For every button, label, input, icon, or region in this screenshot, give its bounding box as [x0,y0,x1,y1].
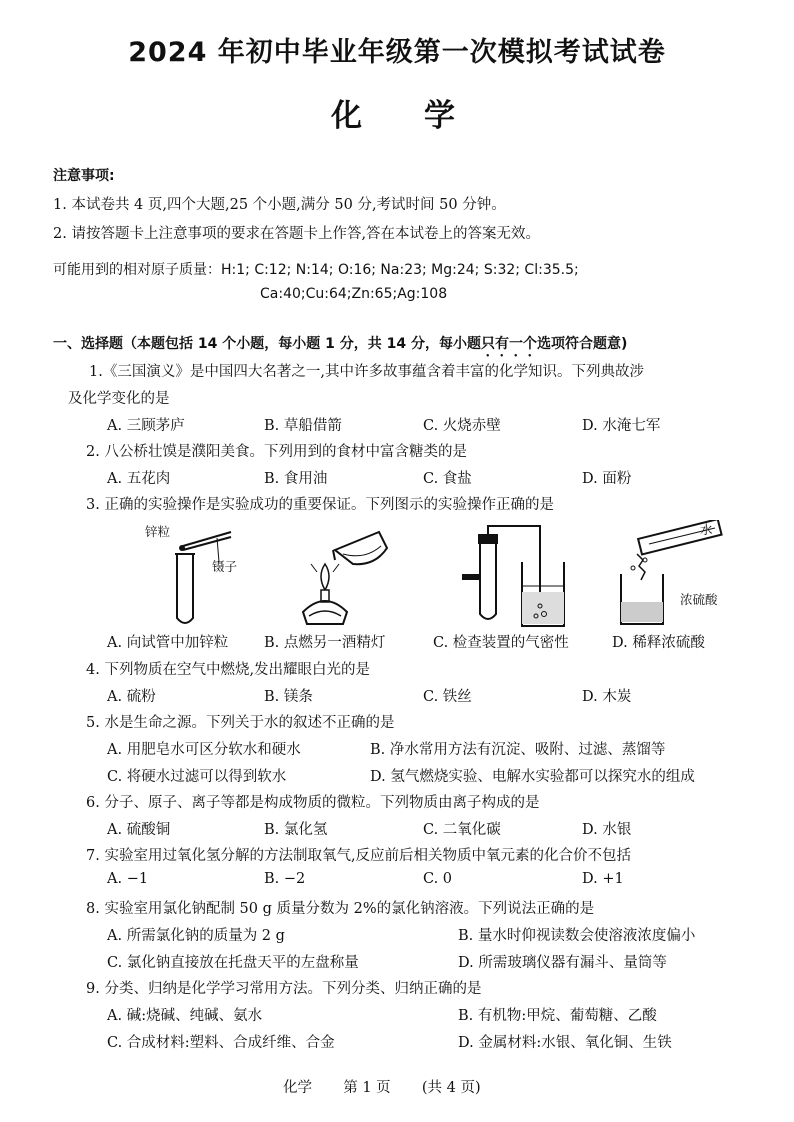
label-water: 水 [700,522,713,537]
option-b: B. 氯化氢 [264,822,328,838]
subject-title: 化学 [331,98,517,134]
option-d: D. 所需玻璃仪器有漏斗、量筒等 [458,955,667,971]
option-a: A. 五花肉 [107,471,171,487]
option-d: D. 木炭 [582,689,632,705]
footer [283,1076,481,1097]
option-a: A. −1 [107,871,149,887]
label-sulfuric-acid: 浓硫酸 [680,592,718,607]
emphasis-text: 只有一个 [480,336,537,352]
option-b: B. 量水时仰视读数会使溶液浓度偏小 [458,928,696,944]
note-item: 1. 本试卷共 4 页,四个大题,25 个小题,满分 50 分,考试时间 50 分钟。 [53,197,506,213]
question-stem: 7. 实验室用过氧化氢分解的方法制取氧气,反应前后相关物质中氧元素的化合价不包括 [86,848,632,864]
atomic-mass-line: Ca:40;Cu:64;Zn:65;Ag:108 [260,286,448,302]
question-stem: 3. 正确的实验操作是实验成功的重要保证。下列图示的实验操作正确的是 [86,497,554,513]
option-d: D. 水银 [582,822,632,838]
note-item: 2. 请按答题卡上注意事项的要求在答题卡上作答,答在本试卷上的答案无效。 [53,226,541,242]
option-d: D. 稀释浓硫酸 [612,635,705,651]
label-tweezers: 镊子 [212,559,238,574]
option-d: D. 氢气燃烧实验、电解水实验都可以探究水的组成 [370,769,695,785]
question-stem: 及化学变化的是 [68,391,170,407]
atomic-mass-line: 可能用到的相对原子质量：H:1; C:12; N:14; O:16; Na:23; Mg:24; S:32; Cl:35.5; [53,262,579,278]
section-heading: 一、选择题（本题包括 14 个小题，每小题 1 分，共 14 分，每小题只有一个选项符合题意) [53,336,628,352]
figure-c-gas-tightness [460,522,580,632]
option-a: A. 三顾茅庐 [107,418,185,434]
option-c: C. 铁丝 [423,689,472,705]
notes-heading: 注意事项: [53,168,115,184]
option-b: B. 草船借箭 [264,418,342,434]
question-stem: 6. 分子、原子、离子等都是构成物质的微粒。下列物质由离子构成的是 [86,795,540,811]
question-stem: 8. 实验室用氯化钠配制 50 g 质量分数为 2%的氯化钠溶液。下列说法正确的是 [86,901,595,917]
option-a: A. 所需氯化钠的质量为 2 g [107,928,285,944]
option-b: B. 镁条 [264,689,313,705]
footer-page: 第 1 页 [343,1080,391,1096]
option-c: C. 将硬水过滤可以得到软水 [107,769,287,785]
option-a: A. 碱:烧碱、纯碱、氨水 [107,1008,263,1024]
footer-total: (共 4 页) [421,1080,481,1096]
option-c: C. 氯化钠直接放在托盘天平的左盘称量 [107,955,359,971]
question-stem: 4. 下列物质在空气中燃烧,发出耀眼白光的是 [86,662,371,678]
option-c: C. 食盐 [423,471,472,487]
option-a: A. 用肥皂水可区分软水和硬水 [107,742,301,758]
question-stem: 1.《三国演义》是中国四大名著之一,其中许多故事蕴含着丰富的化学知识。下列典故涉 [89,364,644,380]
option-d: D. 面粉 [582,471,632,487]
option-c: C. 火烧赤壁 [423,418,501,434]
figure-b-alcohol-lamp [295,520,395,630]
option-b: B. 点燃另一酒精灯 [264,635,386,651]
option-b: B. −2 [264,871,306,887]
option-b: B. 有机物:甲烷、葡萄糖、乙酸 [458,1008,657,1024]
option-b: B. 净水常用方法有沉淀、吸附、过滤、蒸馏等 [370,742,666,758]
option-c: C. 检查装置的气密性 [433,635,569,651]
option-a: A. 硫酸铜 [107,822,171,838]
footer-subject: 化学 [283,1080,312,1096]
question-stem: 5. 水是生命之源。下列关于水的叙述不正确的是 [86,715,395,731]
label-zinc: 锌粒 [145,524,171,539]
option-c: C. 0 [423,871,453,887]
option-d: D. 水淹七军 [582,418,661,434]
option-d: D. 金属材料:水银、氧化铜、生铁 [458,1035,672,1051]
question-stem: 2. 八公桥壮馍是濮阳美食。下列用到的食材中富含糖类的是 [86,444,467,460]
option-a: A. 硫粉 [107,689,156,705]
option-d: D. +1 [582,871,624,887]
question-stem: 9. 分类、归纳是化学学习常用方法。下列分类、归纳正确的是 [86,981,482,997]
option-b: B. 食用油 [264,471,328,487]
exam-title: 2024 年初中毕业年级第一次模拟考试试卷 [128,37,666,68]
option-c: C. 合成材料:塑料、合成纤维、合金 [107,1035,335,1051]
option-a: A. 向试管中加锌粒 [107,635,229,651]
option-c: C. 二氧化碳 [423,822,501,838]
